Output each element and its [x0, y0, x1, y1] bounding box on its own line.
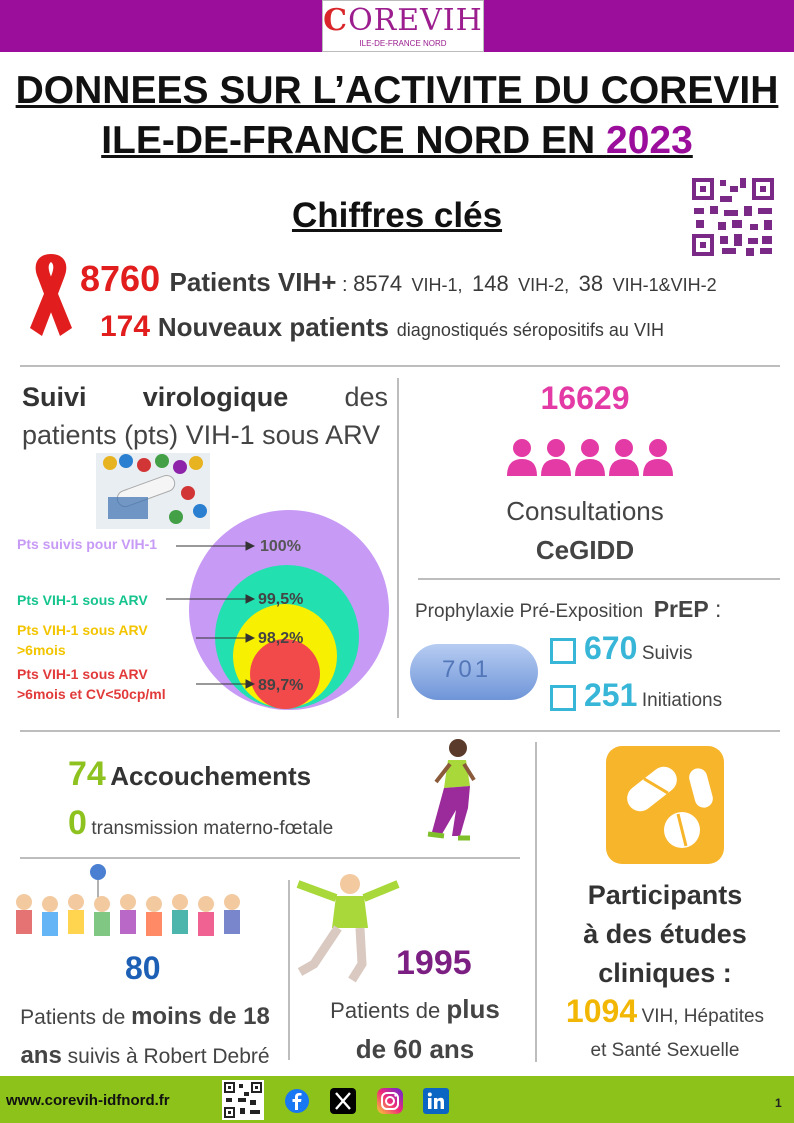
- new-patients-label: Nouveaux patients: [157, 312, 390, 342]
- patients-label: Patients VIH+: [169, 267, 337, 297]
- patients-count: 8760: [80, 258, 161, 299]
- linkedin-icon[interactable]: [423, 1088, 449, 1114]
- ring-label-cv: Pts VIH-1 sous ARV >6mois et CV<50cp/ml: [17, 666, 166, 702]
- people-icon: [505, 436, 675, 478]
- checkbox-icon: [550, 685, 576, 711]
- seniors-desc: Patients de plus de 60 ans: [330, 994, 500, 1064]
- page-number: 1: [775, 1096, 782, 1110]
- ring-label-arv: Pts VIH-1 sous ARV: [17, 592, 148, 608]
- divider: [20, 365, 780, 367]
- section-heading-key-figures: Chiffres clés: [291, 196, 503, 235]
- page-title-line2: ILE-DE-FRANCE NORD EN 2023: [101, 119, 693, 162]
- children-count: 80: [125, 950, 161, 986]
- children-desc: Patients de moins de 18 ans suivis à Robert Debré: [20, 1003, 270, 1069]
- ring-label-arv-6m: Pts VIH-1 sous ARV >6mois: [17, 622, 148, 658]
- transmission-line: 0 transmission materno-fœtale: [68, 804, 334, 842]
- logo-letter: C: [323, 3, 349, 38]
- children-illustration: [10, 862, 260, 952]
- divider-vertical: [397, 378, 399, 718]
- footer-website-link[interactable]: www.corevih-idfnord.fr: [6, 1092, 170, 1109]
- facebook-icon[interactable]: [284, 1088, 310, 1114]
- logo-subtitle: ILE-DE-FRANCE NORD: [359, 39, 447, 48]
- prep-initiations: 251 Initiations: [550, 677, 722, 714]
- new-patients-line: [100, 310, 664, 344]
- prep-title: Prophylaxie Pré-Exposition PrEP :: [415, 596, 722, 622]
- cegidd-label-2: CeGIDD: [535, 535, 635, 565]
- pill-imprint: 701: [442, 656, 492, 683]
- ring-value-arv: 99,5%: [258, 591, 304, 608]
- ring-value-cv: 89,7%: [258, 677, 304, 694]
- instagram-icon[interactable]: [377, 1088, 403, 1114]
- studies-desc: et Santé Sexuelle: [590, 1040, 740, 1061]
- ring-value-arv-6m: 98,2%: [258, 630, 304, 647]
- studies-title: Participants à des études cliniques :: [583, 880, 747, 988]
- divider: [20, 857, 520, 859]
- pregnant-woman-icon: [408, 736, 488, 848]
- checkbox-icon: [550, 638, 576, 664]
- pills-icon: [606, 746, 724, 864]
- cegidd-label-1: Consultations: [506, 496, 664, 526]
- both-label: VIH-1&VIH-2: [612, 275, 717, 295]
- title-year: 2023: [606, 119, 693, 162]
- seniors-count: 1995: [396, 944, 472, 982]
- corevih-logo: [322, 0, 484, 52]
- both-count: 38: [578, 271, 604, 296]
- jumping-senior-icon: [292, 868, 404, 986]
- x-icon[interactable]: [330, 1088, 356, 1114]
- vih1-count: 8574: [353, 271, 403, 296]
- vih1-label: VIH-1,: [411, 275, 463, 295]
- ring-label-followed: Pts suivis pour VIH-1: [17, 536, 158, 552]
- ring-cv: [250, 639, 320, 709]
- logo-text: OREVIH: [348, 3, 483, 38]
- births-line: 74 Accouchements: [68, 755, 312, 793]
- cegidd-count: 16629: [540, 380, 630, 416]
- divider: [418, 578, 780, 580]
- vih2-label: VIH-2,: [518, 275, 570, 295]
- divider: [20, 730, 780, 732]
- new-patients-desc: diagnostiqués séropositifs au VIH: [396, 320, 664, 340]
- patients-line: 8760 Patients VIH+ : 8574 VIH-1, 148 VIH-2, 38 VIH-1&VIH-2: [80, 258, 717, 299]
- page-title-line1: DONNEES SUR L’ACTIVITE DU COREVIH: [15, 69, 779, 112]
- ring-value-followed: 100%: [260, 538, 301, 555]
- footer-qr-code-icon[interactable]: [222, 1080, 264, 1120]
- new-patients-count: 174: [100, 310, 151, 343]
- virology-title: Suivi virologique des patients (pts) VIH-1 sous ARV: [22, 382, 388, 450]
- studies-count-line: 1094 VIH, Hépatites: [565, 993, 765, 1029]
- aids-ribbon-icon: [26, 250, 76, 340]
- prep-suivis: 670 Suivis: [550, 630, 693, 667]
- vih2-count: 148: [472, 271, 509, 296]
